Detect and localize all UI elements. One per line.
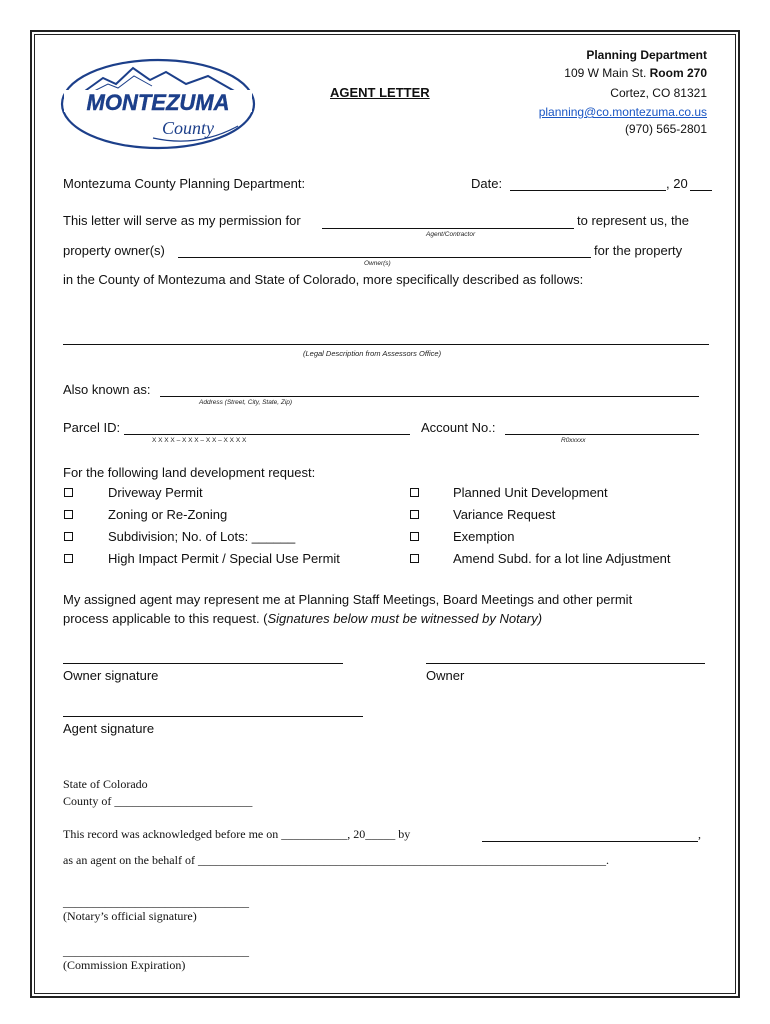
pud-label: Planned Unit Development — [453, 485, 608, 500]
subdivision-checkbox[interactable] — [64, 532, 73, 541]
notary-county: County of _______________________ — [63, 794, 253, 808]
commission-line[interactable]: _______________________________ — [63, 944, 249, 958]
owner-signature-label: Owner signature — [63, 668, 159, 683]
variance-checkbox[interactable] — [410, 510, 419, 519]
parcel-label: Parcel ID: — [63, 420, 121, 435]
owner2-label: Owner — [426, 668, 465, 683]
document-title: AGENT LETTER — [330, 85, 430, 100]
logo-subtitle: County — [162, 118, 214, 138]
aka-label: Also known as: — [63, 382, 151, 397]
request-heading: For the following land development request: — [63, 465, 316, 480]
salutation: Montezuma County Planning Department: — [63, 176, 306, 191]
notary-agent-behalf: as an agent on the behalf of ____________________________________________________________________. — [63, 853, 609, 867]
exemption-label: Exemption — [453, 529, 515, 544]
owner-signature-line[interactable] — [63, 663, 343, 664]
notary-signature-label: (Notary’s official signature) — [63, 909, 197, 923]
dept-address: 109 W Main St. Room 270 — [564, 66, 707, 80]
legal-description-field[interactable] — [63, 344, 709, 345]
agent-field[interactable] — [322, 228, 574, 229]
owner-prefix: property owner(s) — [63, 243, 165, 258]
account-field[interactable] — [505, 434, 699, 435]
address-field[interactable] — [160, 396, 699, 397]
notary-signature-line[interactable]: _______________________________ — [63, 895, 249, 909]
driveway-checkbox[interactable] — [64, 488, 73, 497]
notary-ack-comma: , — [698, 827, 701, 841]
dept-city: Cortez, CO 81321 — [610, 86, 707, 100]
amend-subd-label: Amend Subd. for a lot line Adjustment — [453, 551, 671, 566]
year-field[interactable] — [690, 190, 712, 191]
parcel-field[interactable] — [124, 434, 410, 435]
high-impact-checkbox[interactable] — [64, 554, 73, 563]
owner-field[interactable] — [178, 257, 591, 258]
dept-name: Planning Department — [586, 48, 707, 62]
notary-ack: This record was acknowledged before me on ___________, 20_____ by — [63, 827, 411, 841]
commission-label: (Commission Expiration) — [63, 958, 186, 972]
notary-ack-name-field[interactable] — [482, 841, 698, 842]
owner-hint: Owner(s) — [364, 260, 391, 267]
logo-name: MONTEZUMA — [86, 90, 230, 115]
owner2-signature-line[interactable] — [426, 663, 705, 664]
agent-hint: Agent/Contractor — [426, 231, 476, 238]
pud-checkbox[interactable] — [410, 488, 419, 497]
subdivision-label: Subdivision; No. of Lots: ______ — [108, 529, 296, 544]
date-label: Date: — [471, 176, 503, 191]
parcel-hint: X X X X – X X X – X X – X X X X — [152, 437, 247, 444]
account-label: Account No.: — [421, 420, 496, 435]
legal-hint: (Legal Description from Assessors Office) — [303, 349, 442, 358]
driveway-label: Driveway Permit — [108, 485, 203, 500]
agent-text-line2: process applicable to this request. (Signatures below must be witnessed by Notary) — [63, 611, 543, 626]
date-field[interactable] — [510, 190, 666, 191]
amend-subd-checkbox[interactable] — [410, 554, 419, 563]
variance-label: Variance Request — [453, 507, 556, 522]
date-year: , 20 — [666, 176, 688, 191]
owner-suffix: for the property — [594, 243, 683, 258]
agent-signature-line[interactable] — [63, 716, 363, 717]
montezuma-county-logo — [58, 56, 258, 152]
account-hint: R0xxxxx — [561, 437, 586, 444]
dept-phone: (970) 565-2801 — [624, 122, 707, 136]
permission-suffix: to represent us, the — [577, 213, 690, 228]
zoning-label: Zoning or Re-Zoning — [108, 507, 228, 522]
high-impact-label: High Impact Permit / Special Use Permit — [108, 551, 340, 566]
agent-text-line1: My assigned agent may represent me at Planning Staff Meetings, Board Meetings and other permit — [63, 592, 633, 607]
exemption-checkbox[interactable] — [410, 532, 419, 541]
dept-email-link[interactable]: planning@co.montezuma.co.us — [538, 105, 707, 119]
address-hint: Address (Street, City, State, Zip) — [199, 399, 293, 406]
agent-signature-label: Agent signature — [63, 721, 155, 736]
permission-prefix: This letter will serve as my permission for — [63, 213, 301, 228]
notary-state: State of Colorado — [63, 777, 148, 791]
zoning-checkbox[interactable] — [64, 510, 73, 519]
county-line: in the County of Montezuma and State of Colorado, more specifically described as follows: — [63, 272, 584, 287]
